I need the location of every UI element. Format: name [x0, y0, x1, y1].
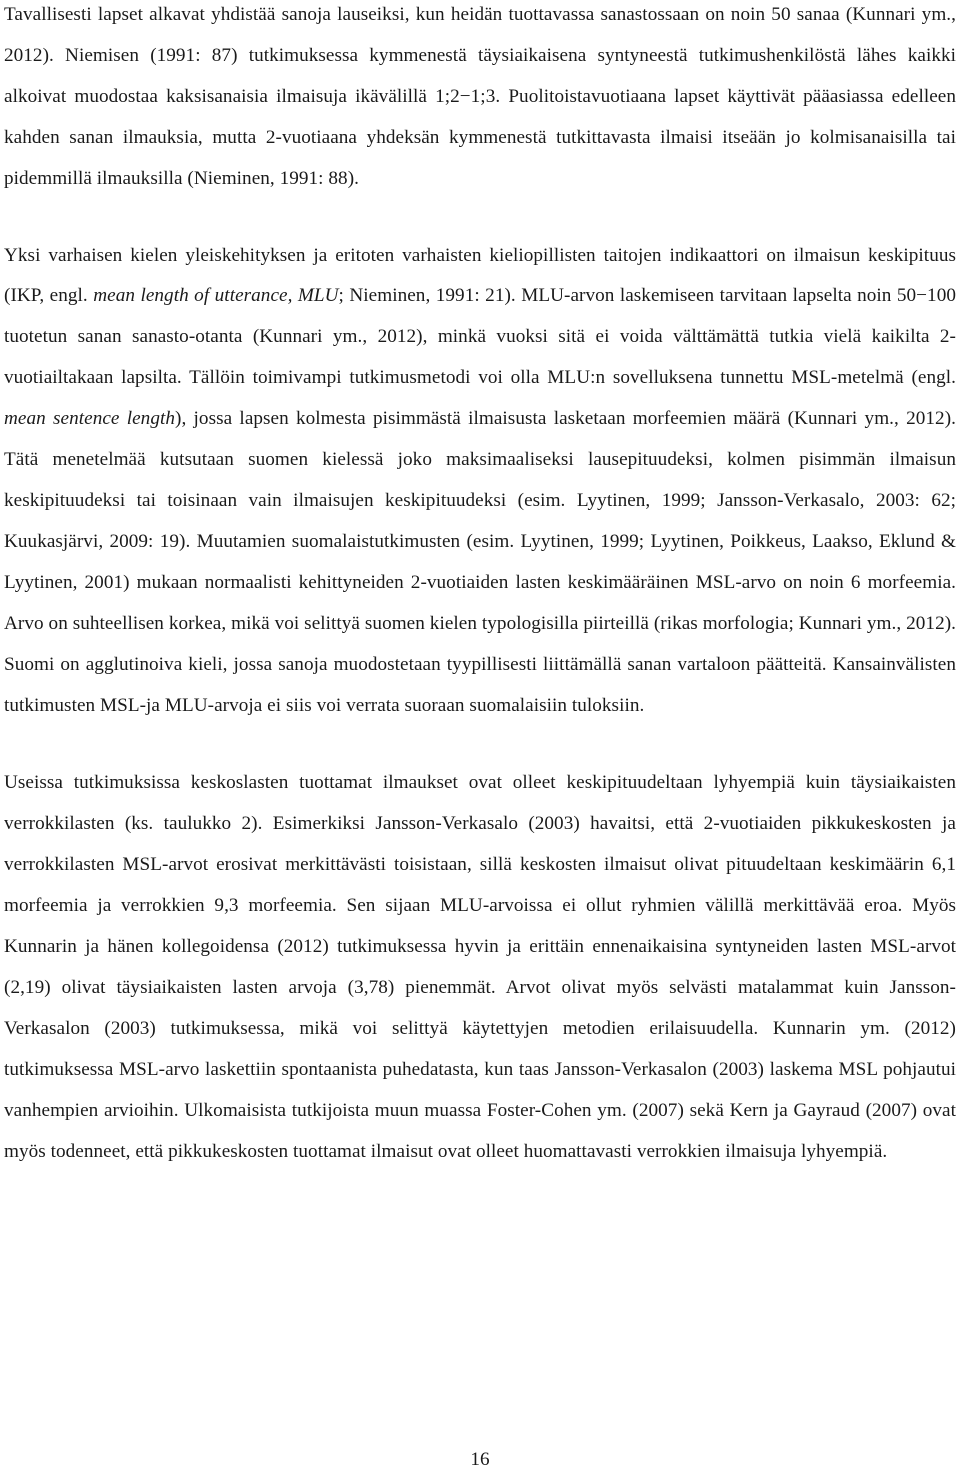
page-number: 16: [470, 1449, 490, 1470]
paragraph-2-run-3: ), jossa lapsen kolmesta pisimmästä ilmaisusta lasketaan morfeemien määrä (Kunnari ym., 2012). Tätä menetelmää kutsutaan suomen kielessä joko maksimaaliseksi lausepituudeksi, kolmen pisimmän ilmaisun keskipituudeksi tai toisinaan vain ilmaisujen keskipituudeksi (esim. Lyytinen, 1999; Jansson-Verkasalo, 2003: 62; Kuukasjärvi, 2009: 19). Muutamien suomalaistutkimusten (esim. Lyytinen, 1999; Lyytinen, Poikkeus, Laakso, Eklund & Lyytinen, 2001) mukaan normaalisti kehittyneiden 2-vuotiaiden lasten keskimääräinen MSL-arvo on noin 6 morfeemia. Arvo on suhteellisen korkea, mikä voi selittyä suomen kielen typologisilla piirteillä (rikas morfologia; Kunnari ym., 2012). Suomi on agglutinoiva kieli, jossa sanoja muodostetaan tyypillisesti liittämällä sanan vartaloon päätteitä. Kansainvälisten tutkimusten MSL-ja MLU-arvoja ei siis voi verrata suoraan suomalaisiin tuloksiin.: [4, 408, 956, 716]
paragraph-2-italic-term-msl: mean sentence length: [4, 408, 175, 430]
paragraph-2-italic-term-mlu: mean length of utterance, MLU: [93, 285, 339, 307]
paragraph-2: [4, 236, 956, 727]
document-page: [4, 0, 956, 1172]
paragraph-3: [4, 763, 956, 1172]
paragraph-2-run-2: ; Nieminen, 1991: 21). MLU-arvon laskemiseen tarvitaan lapselta noin 50−100 tuotetun sanan sanasto-otanta (Kunnari ym., 2012), minkä vuoksi sitä ei voida välttämättä tutkia vielä kaikilta 2-vuotiailtakaan lapsilta. Tällöin toimivampi tutkimusmetodi voi olla MLU:n sovelluksena tunnettu MSL-metelmä (engl.: [4, 285, 956, 389]
paragraph-1-text: Tavallisesti lapset alkavat yhdistää sanoja lauseiksi, kun heidän tuottavassa sanastossaan on noin 50 sanaa (Kunnari ym., 2012). Niemisen (1991: 87) tutkimuksessa kymmenestä täysiaikaisena syntyneestä tutkimushenkilöstä lähes kaikki alkoivat muodostaa kaksisanaisia ilmaisuja ikävälillä 1;2−1;3. Puolitoistavuotiaana lapset käyttivät pääasiassa edelleen kahden sanan ilmauksia, mutta 2-vuotiaana yhdeksän kymmenestä tutkittavasta ilmaisi itseään jo kolmisanaisilla tai pidemmillä ilmauksilla (Nieminen, 1991: 88).: [4, 4, 956, 189]
paragraph-1: [4, 0, 956, 200]
paragraph-3-text: Useissa tutkimuksissa keskoslasten tuottamat ilmaukset ovat olleet keskipituudeltaan lyhyempiä kuin täysiaikaisten verrokkilasten (ks. taulukko 2). Esimerkiksi Jansson-Verkasalo (2003) havaitsi, että 2-vuotiaiden pikkukeskosten ja verrokkilasten MSL-arvot erosivat merkittävästi toisistaan, sillä keskosten ilmaisut olivat pituudeltaan keskimäärin 6,1 morfeemia ja verrokkien 9,3 morfeemia. Sen sijaan MLU-arvoissa ei ollut ryhmien välillä merkittävää eroa. Myös Kunnarin ja hänen kollegoidensa (2012) tutkimuksessa hyvin ja erittäin ennenaikaisina syntyneiden lasten MSL-arvot (2,19) olivat täysiaikaisten lasten arvoja (3,78) pienemmät. Arvot olivat myös selvästi matalammat kuin Jansson-Verkasalon (2003) tutkimuksessa, mikä voi selittyä käytettyjen metodien erilaisuudella. Kunnarin ym. (2012) tutkimuksessa MSL-arvo laskettiin spontaanista puhedatasta, kun taas Jansson-Verkasalon (2003) laskema MSL pohjautui vanhempien arvioihin. Ulkomaisista tutkijoista muun muassa Foster-Cohen ym. (2007) sekä Kern ja Gayraud (2007) ovat myös todenneet, että pikkukeskosten tuottamat ilmaisut ovat olleet huomattavasti verrokkien ilmaisuja lyhyempiä.: [4, 772, 956, 1162]
paragraph-2-run-1: Yksi varhaisen kielen yleiskehityksen ja eritoten varhaisten kieliopillisten taitojen indikaattori on ilmaisun keskipituus (IKP, engl.: [4, 244, 956, 307]
